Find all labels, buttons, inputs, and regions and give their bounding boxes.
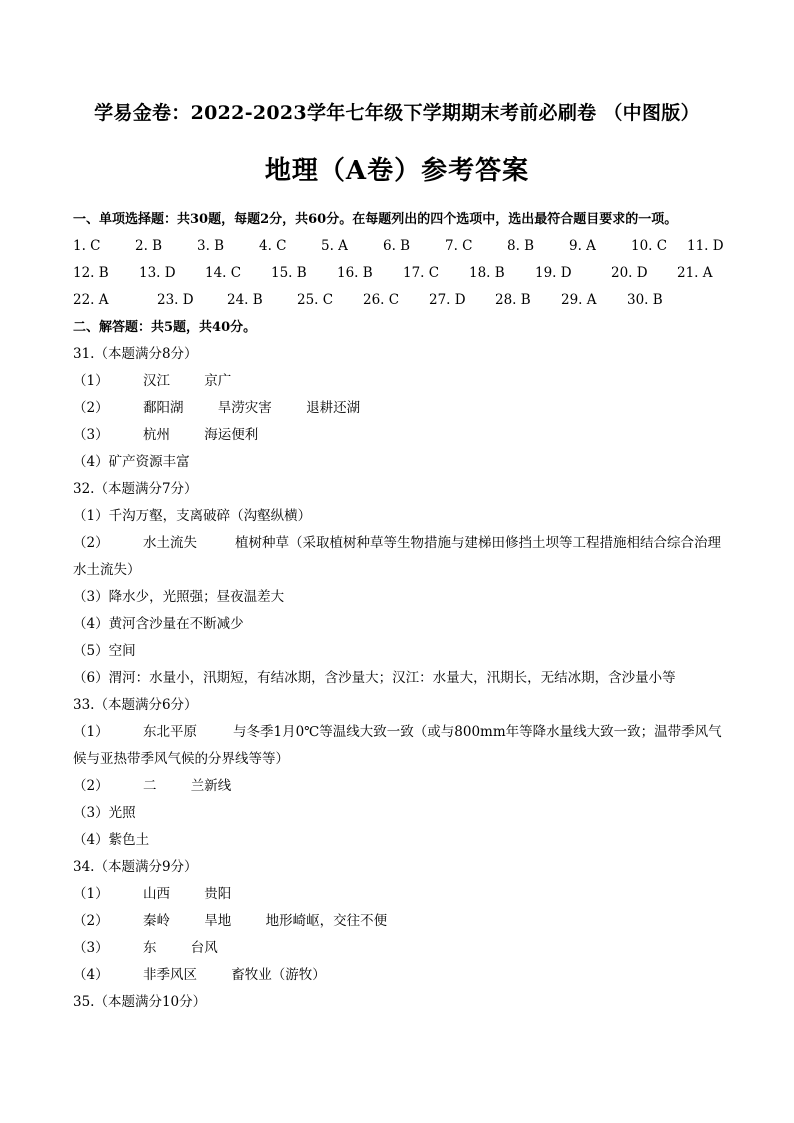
q32-answer-3: （3）降水少，光照强；昼夜温差大 (73, 589, 285, 605)
answer-value: 兰新线 (190, 778, 232, 794)
mc-answer: 21. A (677, 265, 713, 281)
answer-value: 水土流失 (143, 535, 197, 551)
answer-value: 旱涝灾害 (217, 400, 272, 416)
mc-answer: 14. C (205, 265, 242, 281)
answer-value: 鄱阳湖 (143, 400, 184, 416)
mc-answer: 23. D (157, 292, 194, 308)
mc-answer: 16. B (337, 265, 373, 281)
mc-answer: 11. D (687, 238, 724, 254)
answer-value: 秦岭 (143, 913, 170, 929)
answer-value: 台风 (190, 940, 218, 956)
q34-answer-3 (73, 935, 733, 962)
mc-answer: 8. B (507, 238, 535, 254)
answer-number: （2） (73, 778, 109, 794)
answer-number: （3） (73, 940, 109, 956)
document-title: 地理（A卷）参考答案 (264, 156, 530, 186)
question-32-heading: 32.（本题满分7分） (73, 481, 198, 497)
mc-answer: 20. D (611, 265, 648, 281)
q33-answer-1 (73, 719, 733, 773)
mc-answer: 3. B (197, 238, 225, 254)
mc-answer-row-1 (73, 233, 733, 260)
mc-answer: 6. B (383, 238, 411, 254)
mc-answer: 1. C (73, 238, 101, 254)
answer-number: （2） (73, 913, 109, 929)
q32-answer-6: （6）渭河：水量小，汛期短，有结冰期，含沙量大；汉江：水量大，汛期长，无结冰期，含沙量小等 (73, 670, 676, 686)
section1-heading: 一、单项选择题：共30题，每题2分，共60分。在每题列出的四个选项中，选出最符合题目要求的一项。 (73, 212, 678, 227)
mc-answer: 17. C (403, 265, 440, 281)
mc-answer: 18. B (469, 265, 505, 281)
answer-value: 畜牧业（游牧） (231, 967, 326, 983)
mc-answer: 22. A (73, 292, 109, 308)
answer-value: 海运便利 (204, 427, 259, 443)
mc-answer-row-2 (73, 260, 733, 287)
q31-answer-2 (73, 395, 733, 422)
q34-answer-1 (73, 881, 733, 908)
document-body (73, 206, 733, 1016)
mc-answer: 29. A (561, 292, 597, 308)
answer-value: 东北平原 (143, 724, 197, 740)
question-33-heading: 33.（本题满分6分） (73, 697, 198, 713)
mc-answer: 15. B (271, 265, 307, 281)
answer-value: 山西 (143, 886, 170, 902)
answer-value: 地形崎岖，交往不便 (265, 913, 388, 929)
q32-answer-4: （4）黄河含沙量在不断减少 (73, 616, 244, 632)
mc-answer: 30. B (627, 292, 663, 308)
answer-value: 二 (143, 778, 157, 794)
answer-value: 非季风区 (143, 967, 197, 983)
q33-answer-4: （4）紫色土 (73, 832, 150, 848)
q32-answer-1: （1）千沟万壑，支离破碎（沟壑纵横） (73, 508, 312, 524)
mc-answer: 9. A (569, 238, 596, 254)
answer-value: 京广 (204, 373, 232, 389)
mc-answer: 25. C (297, 292, 334, 308)
answer-number: （3） (73, 427, 109, 443)
mc-answer: 2. B (135, 238, 163, 254)
q31-answer-4: （4）矿产资源丰富 (73, 454, 190, 470)
q33-answer-2 (73, 773, 733, 800)
mc-answer: 13. D (139, 265, 176, 281)
mc-answer: 19. D (535, 265, 572, 281)
answer-value: 杭州 (143, 427, 170, 443)
mc-answer: 26. C (363, 292, 400, 308)
answer-value: 贵阳 (204, 886, 232, 902)
mc-answer: 5. A (321, 238, 348, 254)
mc-answer: 24. B (227, 292, 263, 308)
answer-number: （1） (73, 724, 109, 740)
q31-answer-1 (73, 368, 733, 395)
answer-number: （1） (73, 373, 109, 389)
mc-answer: 10. C (631, 238, 668, 254)
answer-value: 东 (143, 940, 157, 956)
question-34-heading: 34.（本题满分9分） (73, 859, 198, 875)
q32-answer-2 (73, 530, 733, 584)
q33-answer-3: （3）光照 (73, 805, 136, 821)
question-35-heading: 35.（本题满分10分） (73, 994, 207, 1010)
q32-answer-5: （5）空间 (73, 643, 136, 659)
document-header: 学易金卷：2022-2023学年七年级下学期期末考前必刷卷 （中图版） (94, 102, 700, 124)
answer-number: （1） (73, 886, 109, 902)
mc-answer: 12. B (73, 265, 109, 281)
mc-answer: 7. C (445, 238, 473, 254)
answer-number: （2） (73, 535, 109, 551)
question-31-heading: 31.（本题满分8分） (73, 346, 198, 362)
mc-answer: 4. C (259, 238, 287, 254)
q34-answer-4 (73, 962, 733, 989)
mc-answer: 27. D (429, 292, 466, 308)
mc-answer: 28. B (495, 292, 531, 308)
q34-answer-2 (73, 908, 733, 935)
answer-value: 旱地 (204, 913, 232, 929)
answer-number: （2） (73, 400, 109, 416)
answer-value: 与冬季1月0℃等温线大致一致（或与800mm年等降水量线大致一致；温带季风气候与亚热带季风气候的分界线等等） (73, 724, 722, 767)
q31-answer-3 (73, 422, 733, 449)
answer-value: 汉江 (143, 373, 170, 389)
answer-value: 退耕还湖 (306, 400, 361, 416)
answer-value: 植树种草（采取植树种草等生物措施与建梯田修挡土坝等工程措施相结合综合治理水土流失） (73, 535, 721, 578)
section2-heading: 二、解答题：共5题，共40分。 (73, 320, 257, 335)
answer-number: （4） (73, 967, 109, 983)
mc-answer-row-3 (73, 287, 733, 314)
